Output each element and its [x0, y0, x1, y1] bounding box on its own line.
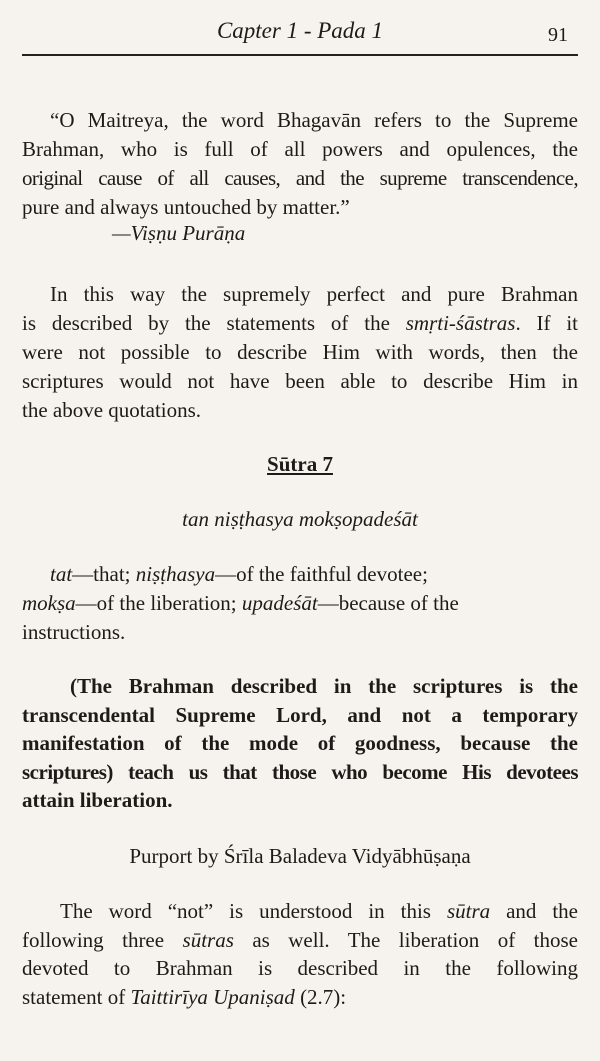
- translation: [22, 672, 578, 815]
- translation-line: transcendental Supreme Lord, and not a temporary: [22, 702, 578, 727]
- text-run: (2.7):: [294, 984, 347, 1009]
- purport-line: [22, 983, 578, 1012]
- word-meaning-line: [22, 589, 578, 618]
- running-header-title: Capter 1 - Pada 1: [216, 18, 384, 43]
- text-run: —because of the: [317, 591, 459, 615]
- quote-line: “O Maitreya, the word Bhagavān refers to the Supreme: [50, 108, 578, 132]
- sutra-heading: [22, 450, 578, 479]
- page-number: 91: [548, 24, 568, 46]
- italic-term: mokṣa: [22, 591, 76, 615]
- text-run: and the: [490, 899, 578, 923]
- word-meaning-line: [22, 560, 578, 589]
- paragraph-1: [22, 280, 578, 425]
- italic-term: smṛti-śāstras: [405, 311, 516, 335]
- text-run: following three: [22, 927, 183, 952]
- purport-heading: Purport by Śrīla Baladeva Vidyābhūṣaṇa: [129, 844, 471, 868]
- translation-line: manifestation of the mode of goodness, because the: [22, 731, 578, 755]
- text-run: as well. The liberation of those: [233, 927, 578, 952]
- sutra-heading-text: Sūtra 7: [267, 452, 333, 476]
- quote-line: pure and always untouched by matter.”: [22, 195, 350, 219]
- text-run: statement of: [22, 984, 131, 1009]
- text-run: —that;: [72, 562, 136, 586]
- text-run: In this way the supremely perfect and pure Brahman: [50, 282, 578, 306]
- text-run: scriptures would not have been able to describe Him in: [22, 369, 578, 393]
- word-meanings: [22, 560, 578, 647]
- paragraph-line: [22, 280, 578, 309]
- text-run: the above quotations.: [22, 398, 202, 422]
- translation-line: attain liberation.: [22, 788, 173, 812]
- quote-line: Brahman, who is full of all powers and opulences, the: [22, 137, 578, 161]
- text-run: instructions.: [22, 620, 126, 644]
- paragraph-line: [22, 309, 578, 338]
- translation-line: scriptures) teach us that those who become His devotees: [22, 759, 578, 784]
- italic-term: sūtra: [446, 899, 491, 923]
- text-run: —of the faithful devotee;: [215, 562, 428, 586]
- italic-term: sūtras: [182, 927, 234, 952]
- text-run: . If it: [515, 311, 579, 335]
- purport-line: [22, 897, 578, 926]
- purport-paragraph: [22, 897, 578, 1011]
- text-run: The word “not” is understood in this: [60, 899, 447, 923]
- text-run: —of the liberation;: [75, 591, 242, 615]
- header-rule: [22, 54, 578, 56]
- paragraph-line: [22, 396, 578, 425]
- paragraph-line: [22, 367, 578, 396]
- purport-line: [22, 926, 578, 955]
- text-run: is described by the statements of the: [22, 311, 406, 335]
- italic-term: Taittirīya Upaniṣad: [130, 984, 295, 1009]
- purport-line: [22, 954, 578, 983]
- italic-term: niṣṭhasya: [135, 562, 216, 586]
- quote-line: original cause of all causes, and the supreme transcendence,: [22, 166, 578, 190]
- paragraph-line: [22, 338, 578, 367]
- text-run: devoted to Brahman is described in the following: [22, 956, 578, 980]
- translation-line: (The Brahman described in the scriptures is the: [70, 674, 578, 698]
- italic-term: tat: [50, 562, 73, 586]
- text-run: were not possible to describe Him with words, then the: [22, 340, 578, 364]
- quote-block: [22, 106, 578, 248]
- quote-source: —Viṣṇu Purāṇa: [112, 221, 246, 245]
- italic-term: upadeśāt: [241, 591, 318, 615]
- sutra-text: tan niṣṭhasya mokṣopadeśāt: [182, 507, 418, 531]
- word-meaning-line: [22, 618, 578, 647]
